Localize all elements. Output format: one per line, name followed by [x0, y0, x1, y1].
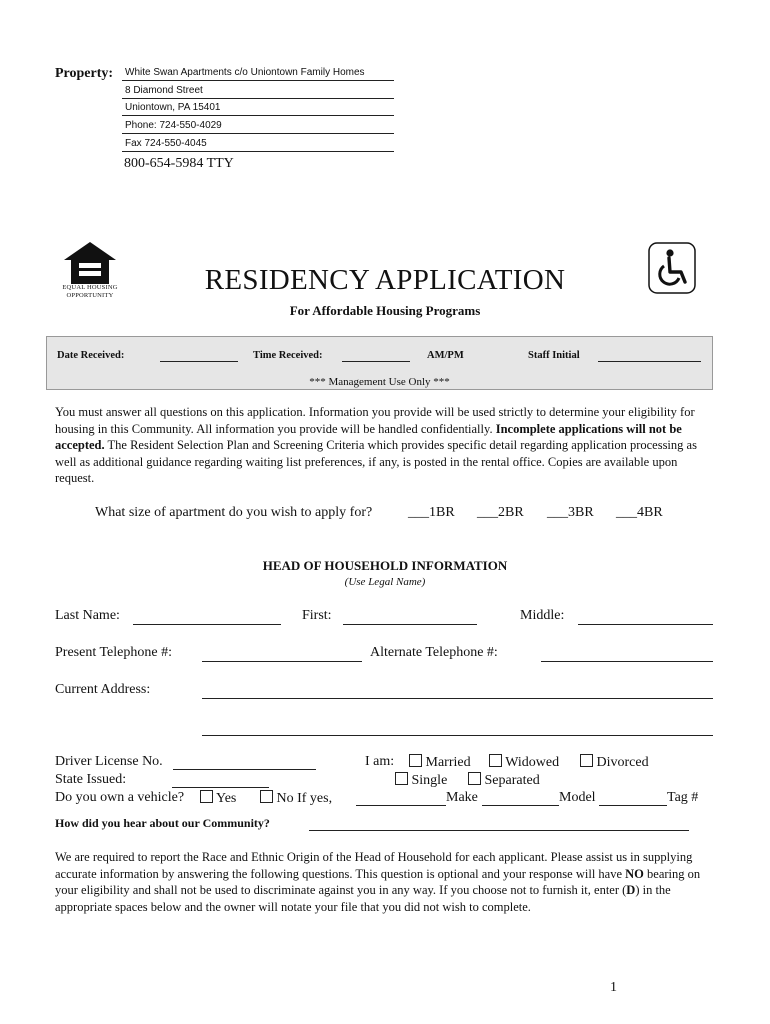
option-3br[interactable]: ___3BR [547, 505, 594, 520]
property-phone-line: Phone: 724-550-4029 [122, 117, 394, 134]
single-option[interactable] [395, 772, 447, 789]
ampm-label: AM/PM [427, 350, 464, 361]
intro-text-1: You must answer all questions on this application. Information you provide will be used strictly to determine your eligibility for housing in this Community. All information you provide will be handled confidentially. [55, 405, 695, 436]
intro-text-2: The Resident Selection Plan and Screening Criteria which provides specific detail regarding application processing as well as additional guidance regarding waiting list preferences, if any, is posted in the rental office. Copies are available upon request. [55, 438, 697, 485]
separated-label: Separated [484, 773, 540, 788]
intro-bold-text: Incomplete applications will not be accepted. [55, 421, 682, 452]
separated-checkbox[interactable] [468, 772, 481, 785]
tag-label: Tag # [667, 790, 699, 805]
widowed-checkbox[interactable] [489, 754, 502, 767]
driver-license-field[interactable] [173, 755, 316, 770]
present-phone-label: Present Telephone #: [55, 645, 172, 660]
option-1br[interactable]: ___1BR [408, 505, 455, 520]
page-subtitle: For Affordable Housing Programs [289, 303, 481, 318]
divorced-label: Divorced [596, 755, 649, 770]
date-received-label: Date Received: [57, 350, 125, 361]
alt-phone-field[interactable] [541, 647, 713, 662]
date-received-field[interactable] [160, 350, 238, 362]
vehicle-model-field[interactable] [482, 791, 559, 806]
race-text-1: We are required to report the Race and Ethnic Origin of the Head of Household for each applicant. Please assist us in supplying accurate information by answering the following questions. This question is optional and your response will have [55, 850, 693, 881]
property-fax-line: Fax 724-550-4045 [122, 135, 394, 152]
model-label: Model [559, 790, 596, 805]
vehicle-yes-checkbox[interactable] [200, 790, 213, 803]
vehicle-tag-field[interactable] [599, 791, 667, 806]
make-label: Make [446, 790, 478, 805]
middle-name-label: Middle: [520, 608, 565, 623]
state-issued-label: State Issued: [55, 772, 127, 787]
divorced-checkbox[interactable] [580, 754, 593, 767]
hoh-section-title: HEAD OF HOUSEHOLD INFORMATION [262, 558, 508, 573]
driver-license-label: Driver License No. [55, 754, 163, 769]
staff-initial-field[interactable] [598, 350, 701, 362]
widowed-label: Widowed [505, 755, 560, 770]
referral-question: How did you hear about our Community? [55, 816, 270, 830]
management-use-note: *** Management Use Only *** [309, 376, 450, 388]
first-name-field[interactable] [343, 610, 477, 625]
single-label: Single [411, 773, 448, 788]
page-title: RESIDENCY APPLICATION [204, 264, 566, 296]
property-label: Property: [55, 66, 114, 81]
current-address-field-2[interactable] [202, 721, 713, 736]
vehicle-yes-option[interactable] [200, 790, 236, 807]
intro-paragraph [55, 404, 711, 487]
current-address-field-1[interactable] [202, 684, 713, 699]
option-2br[interactable]: ___2BR [477, 505, 524, 520]
divorced-option[interactable] [580, 754, 649, 771]
race-bold-no: NO [625, 866, 644, 881]
vehicle-question: Do you own a vehicle? [55, 790, 185, 805]
race-text-3: ) in the appropriate spaces below and the owner will notate your file that you did not wish to complete. [55, 883, 671, 914]
race-bold-d: D [626, 883, 636, 897]
widowed-option[interactable] [489, 754, 559, 771]
vehicle-no-label: No If yes, [276, 791, 333, 806]
middle-name-field[interactable] [578, 610, 713, 625]
alt-phone-label: Alternate Telephone #: [370, 645, 498, 660]
separated-option[interactable] [468, 772, 540, 789]
vehicle-make-field[interactable] [356, 791, 446, 806]
married-option[interactable] [409, 754, 471, 771]
property-city-line: Uniontown, PA 15401 [122, 99, 394, 116]
apartment-size-question: What size of apartment do you wish to apply for? [95, 505, 373, 520]
time-received-field[interactable] [342, 350, 410, 362]
time-received-label: Time Received: [253, 350, 323, 361]
race-text-2: bearing on your eligibility and shall not be used to discriminate against you in any way. If you choose not to furnish it, enter ( [55, 866, 701, 897]
property-street-line: 8 Diamond Street [122, 82, 394, 99]
marital-status-label: I am: [365, 754, 395, 769]
hoh-section-subtitle: (Use Legal Name) [344, 576, 426, 588]
referral-field[interactable] [309, 816, 689, 831]
single-checkbox[interactable] [395, 772, 408, 785]
married-checkbox[interactable] [409, 754, 422, 767]
page-number: 1 [610, 980, 617, 995]
vehicle-no-checkbox[interactable] [260, 790, 273, 803]
present-phone-field[interactable] [202, 647, 362, 662]
state-issued-field[interactable] [172, 773, 269, 788]
vehicle-no-option[interactable] [260, 790, 332, 807]
last-name-label: Last Name: [55, 608, 120, 623]
property-name-line: White Swan Apartments c/o Uniontown Family Homes [122, 64, 394, 81]
staff-initial-label: Staff Initial [528, 350, 580, 361]
tty-number: 800-654-5984 TTY [124, 156, 234, 171]
first-name-label: First: [302, 608, 332, 623]
option-4br[interactable]: ___4BR [616, 505, 663, 520]
last-name-field[interactable] [133, 610, 281, 625]
equal-housing-text: EQUAL HOUSING OPPORTUNITY [62, 284, 118, 299]
current-address-label: Current Address: [55, 682, 151, 697]
race-ethnicity-paragraph [55, 849, 711, 915]
married-label: Married [425, 755, 471, 770]
vehicle-yes-label: Yes [215, 791, 237, 806]
